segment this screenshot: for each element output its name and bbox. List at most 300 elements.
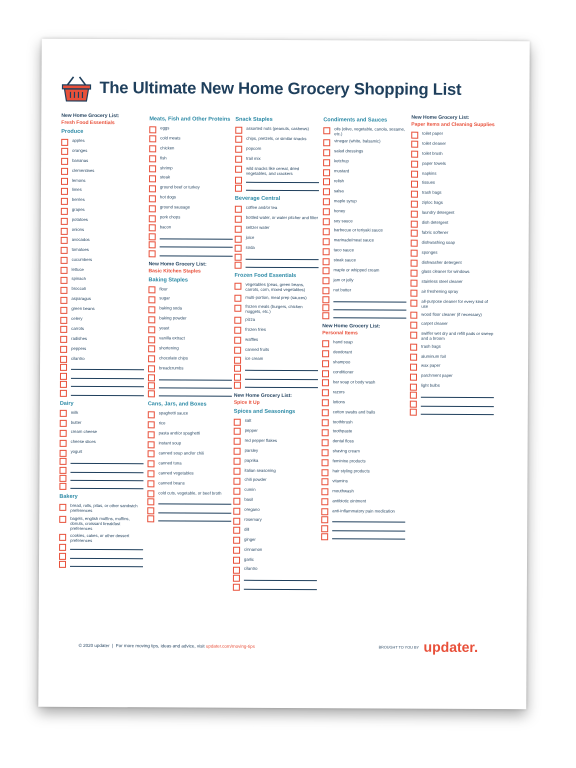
checkbox[interactable] (148, 346, 155, 353)
write-in-line[interactable] (160, 247, 233, 248)
list-item (147, 480, 231, 488)
checkbox[interactable] (234, 428, 241, 435)
checkbox[interactable] (60, 336, 67, 343)
checkbox[interactable] (233, 537, 240, 544)
checkbox[interactable] (410, 299, 417, 306)
checkbox[interactable] (411, 250, 418, 257)
checkbox[interactable] (234, 365, 241, 372)
list-item (235, 225, 319, 233)
item-label: hot dogs (159, 194, 177, 200)
write-in-line[interactable] (70, 549, 143, 550)
list-item (148, 411, 232, 419)
checkbox[interactable] (148, 411, 155, 418)
checkbox[interactable] (233, 527, 240, 534)
checkbox[interactable] (149, 146, 156, 153)
checkbox[interactable] (321, 469, 328, 476)
checkbox[interactable] (322, 439, 329, 446)
item-label: broccoli (71, 286, 86, 292)
list-item (60, 346, 144, 354)
checkbox[interactable] (148, 431, 155, 438)
checkbox[interactable] (235, 177, 242, 184)
checkbox[interactable] (147, 480, 154, 487)
checkbox[interactable] (322, 409, 329, 416)
checkbox[interactable] (235, 262, 242, 269)
checkbox[interactable] (323, 208, 330, 215)
item-label: wild snacks like cereal, dried vegetables, and crackers (246, 165, 300, 176)
checkbox[interactable] (322, 399, 329, 406)
checkbox[interactable] (234, 357, 241, 364)
write-in-line[interactable] (158, 504, 231, 505)
checkbox[interactable] (323, 169, 330, 176)
checkbox[interactable] (61, 247, 68, 254)
blank-item (235, 186, 319, 192)
checkbox[interactable] (234, 305, 241, 312)
checkbox[interactable] (235, 245, 242, 252)
checkbox[interactable] (59, 483, 66, 490)
item-label: paper towels (422, 160, 446, 166)
write-in-line[interactable] (245, 387, 318, 388)
checkbox[interactable] (322, 449, 329, 456)
checkbox[interactable] (235, 254, 242, 261)
write-in-line[interactable] (71, 378, 144, 379)
checkbox[interactable] (60, 410, 67, 417)
checkbox[interactable] (148, 374, 155, 381)
checkbox[interactable] (322, 429, 329, 436)
item-label: fabric softener (421, 229, 449, 235)
blank-item (148, 392, 232, 398)
checkbox[interactable] (410, 280, 417, 287)
list-item (234, 448, 318, 456)
checkbox[interactable] (323, 258, 330, 265)
write-in-line[interactable] (421, 397, 494, 398)
list-item (410, 363, 494, 371)
item-label: rosemary (244, 516, 262, 522)
checkbox[interactable] (61, 257, 68, 264)
write-in-line[interactable] (244, 580, 317, 581)
list-item (60, 449, 144, 457)
write-in-line[interactable] (246, 190, 319, 191)
checkbox[interactable] (410, 312, 417, 319)
checkbox[interactable] (322, 370, 329, 377)
write-in-line[interactable] (70, 471, 143, 472)
list-item (322, 458, 406, 466)
section-title: Bakery (59, 494, 78, 501)
blank-item (322, 297, 406, 303)
write-in-line[interactable] (71, 463, 144, 464)
checkbox[interactable] (60, 277, 67, 284)
list-item (234, 282, 318, 292)
checkbox[interactable] (322, 340, 329, 347)
checkbox[interactable] (60, 326, 67, 333)
checkbox[interactable] (323, 189, 330, 196)
checkbox[interactable] (233, 497, 240, 504)
checkbox[interactable] (323, 179, 330, 186)
checkbox[interactable] (147, 507, 154, 514)
list-item (148, 421, 232, 429)
checkbox[interactable] (323, 218, 330, 225)
checkbox[interactable] (234, 373, 241, 380)
list-item (148, 450, 232, 458)
checkbox[interactable] (234, 382, 241, 389)
blank-item (59, 467, 143, 473)
checkbox[interactable] (233, 557, 240, 564)
list-item (233, 497, 317, 505)
write-in-line[interactable] (332, 522, 405, 523)
checkbox[interactable] (234, 448, 241, 455)
checkbox[interactable] (148, 421, 155, 428)
checkbox[interactable] (147, 490, 154, 497)
checkbox[interactable] (235, 235, 242, 242)
checkbox[interactable] (410, 354, 417, 361)
checkbox[interactable] (149, 165, 156, 172)
item-label: juice (245, 234, 255, 240)
checkbox[interactable] (59, 561, 66, 568)
checkbox[interactable] (410, 364, 417, 371)
item-label: lemons (72, 177, 86, 183)
checkbox[interactable] (149, 233, 156, 240)
section (59, 494, 143, 568)
list-item (61, 266, 145, 274)
list-item (233, 517, 317, 525)
checkbox[interactable] (322, 287, 329, 294)
item-label: bar soap or body wash (332, 379, 376, 385)
checkbox[interactable] (323, 238, 330, 245)
checkbox[interactable] (234, 317, 241, 324)
write-in-line[interactable] (245, 370, 318, 371)
checkbox[interactable] (148, 451, 155, 458)
checkbox[interactable] (148, 336, 155, 343)
checkbox[interactable] (233, 478, 240, 485)
checkbox[interactable] (323, 159, 330, 166)
checkbox[interactable] (60, 450, 67, 457)
checkbox[interactable] (61, 227, 68, 234)
checkbox[interactable] (61, 168, 68, 175)
write-in-line[interactable] (71, 369, 144, 370)
item-label: grapes (71, 207, 85, 213)
checkbox[interactable] (61, 198, 68, 205)
checkbox[interactable] (323, 268, 330, 275)
checkbox[interactable] (234, 458, 241, 465)
list-item (235, 146, 319, 154)
blank-item (148, 383, 232, 389)
item-label: taco sauce (333, 247, 354, 253)
item-label: laundry detergent (421, 209, 455, 216)
checkbox[interactable] (61, 237, 68, 244)
checkbox[interactable] (411, 171, 418, 178)
checkbox[interactable] (149, 126, 156, 133)
checkbox[interactable] (148, 306, 155, 313)
checkbox[interactable] (321, 498, 328, 505)
checkbox[interactable] (322, 380, 329, 387)
write-in-line[interactable] (333, 318, 406, 319)
checkbox[interactable] (411, 181, 418, 188)
checkbox[interactable] (149, 241, 156, 248)
item-label: salad dressings (334, 148, 364, 154)
checkbox[interactable] (233, 547, 240, 554)
checkbox[interactable] (410, 344, 417, 351)
checkbox[interactable] (60, 316, 67, 323)
blank-item (233, 584, 317, 590)
checkbox[interactable] (148, 365, 155, 372)
checkbox[interactable] (411, 200, 418, 207)
checkbox[interactable] (148, 356, 155, 363)
write-in-line[interactable] (246, 267, 319, 268)
checkbox[interactable] (322, 419, 329, 426)
checkbox[interactable] (60, 356, 67, 363)
checkbox[interactable] (233, 567, 240, 574)
item-label: breadcrumbs (159, 365, 184, 371)
checkbox[interactable] (321, 517, 328, 524)
checkbox[interactable] (410, 322, 417, 329)
checkbox[interactable] (60, 458, 67, 465)
write-in-line[interactable] (158, 521, 231, 522)
checkbox[interactable] (149, 205, 156, 212)
write-in-line[interactable] (246, 259, 319, 260)
write-in-line[interactable] (333, 309, 406, 310)
write-in-line[interactable] (421, 405, 494, 406)
checkbox[interactable] (59, 504, 66, 511)
list-item (148, 460, 232, 468)
checkbox[interactable] (149, 185, 156, 192)
list-item (235, 126, 319, 134)
checkbox[interactable] (234, 337, 241, 344)
write-in-line[interactable] (70, 480, 143, 481)
checkbox[interactable] (322, 304, 329, 311)
write-in-line[interactable] (158, 512, 231, 513)
checkbox[interactable] (233, 488, 240, 495)
checkbox[interactable] (321, 533, 328, 540)
checkbox[interactable] (411, 230, 418, 237)
checkbox[interactable] (322, 459, 329, 466)
list-item (149, 155, 233, 163)
write-in-line[interactable] (70, 488, 143, 489)
item-label: aluminum foil (421, 353, 446, 359)
item-label: deodorant (333, 349, 353, 355)
checkbox[interactable] (60, 440, 67, 447)
checkbox[interactable] (410, 331, 417, 338)
checkbox[interactable] (233, 507, 240, 514)
write-in-line[interactable] (160, 255, 233, 256)
checkbox[interactable] (61, 208, 68, 215)
item-label: dishwasher detergent (421, 259, 462, 265)
item-label: paprika (244, 457, 259, 463)
checkbox[interactable] (235, 166, 242, 173)
checkbox[interactable] (233, 468, 240, 475)
checkbox[interactable] (410, 289, 417, 296)
checkbox[interactable] (323, 139, 330, 146)
checkbox[interactable] (322, 278, 329, 285)
checkbox[interactable] (148, 391, 155, 398)
checkbox[interactable] (235, 146, 242, 153)
checkbox[interactable] (61, 158, 68, 165)
write-in-line[interactable] (333, 301, 406, 302)
checkbox[interactable] (411, 191, 418, 198)
checkbox[interactable] (234, 327, 241, 334)
checkbox[interactable] (149, 225, 156, 232)
write-in-line[interactable] (245, 378, 318, 379)
checkbox[interactable] (60, 287, 67, 294)
write-in-line[interactable] (159, 396, 232, 397)
checkbox[interactable] (60, 306, 67, 313)
checkbox[interactable] (411, 270, 418, 277)
checkbox[interactable] (410, 392, 417, 399)
section (147, 402, 232, 523)
checkbox[interactable] (148, 326, 155, 333)
checkbox[interactable] (322, 296, 329, 303)
section (322, 117, 407, 320)
checkbox[interactable] (410, 409, 417, 416)
checkbox[interactable] (147, 499, 154, 506)
checkbox[interactable] (234, 282, 241, 289)
list-item (233, 487, 317, 495)
checkbox[interactable] (61, 138, 68, 145)
checkbox[interactable] (323, 198, 330, 205)
item-label: toilet paper (422, 130, 443, 136)
checkbox[interactable] (234, 295, 241, 302)
checkbox[interactable] (411, 260, 418, 267)
checkbox[interactable] (147, 515, 154, 522)
checkbox[interactable] (60, 364, 67, 371)
checkbox[interactable] (60, 389, 67, 396)
checkbox[interactable] (323, 127, 330, 134)
checkbox[interactable] (148, 461, 155, 468)
checkbox[interactable] (235, 185, 242, 192)
checkbox[interactable] (148, 286, 155, 293)
write-in-line[interactable] (160, 238, 233, 239)
checkbox[interactable] (59, 475, 66, 482)
checkbox[interactable] (149, 175, 156, 182)
checkbox[interactable] (148, 296, 155, 303)
write-in-line[interactable] (332, 530, 405, 531)
checkbox[interactable] (410, 400, 417, 407)
checkbox[interactable] (61, 148, 68, 155)
checkbox[interactable] (234, 347, 241, 354)
write-in-line[interactable] (159, 379, 232, 380)
checkbox[interactable] (323, 228, 330, 235)
checkbox[interactable] (411, 151, 418, 158)
checkbox[interactable] (60, 373, 67, 380)
item-label: toothbrush (332, 418, 353, 424)
checkbox[interactable] (411, 210, 418, 217)
checkbox[interactable] (59, 466, 66, 473)
checkbox[interactable] (321, 488, 328, 495)
checkbox[interactable] (149, 195, 156, 202)
write-in-line[interactable] (71, 386, 144, 387)
item-label: canned tuna (158, 460, 182, 466)
checkbox[interactable] (321, 525, 328, 532)
checkbox[interactable] (235, 225, 242, 232)
item-label: red pepper flakes (244, 437, 278, 443)
list-item (61, 257, 145, 265)
blank-item (234, 374, 318, 380)
checkbox[interactable] (59, 533, 66, 540)
checkbox[interactable] (233, 575, 240, 582)
list-item (60, 355, 144, 363)
checkbox[interactable] (60, 420, 67, 427)
checkbox[interactable] (235, 136, 242, 143)
checkbox[interactable] (410, 383, 417, 390)
checkbox[interactable] (233, 583, 240, 590)
write-in-line[interactable] (244, 589, 317, 590)
item-label: napkins (422, 170, 437, 176)
checkbox[interactable] (148, 382, 155, 389)
write-in-line[interactable] (70, 566, 143, 567)
checkbox[interactable] (322, 350, 329, 357)
checkbox[interactable] (148, 316, 155, 323)
checkbox[interactable] (411, 161, 418, 168)
checkbox[interactable] (411, 131, 418, 138)
checkbox[interactable] (322, 360, 329, 367)
checkbox[interactable] (235, 126, 242, 133)
checkbox[interactable] (60, 346, 67, 353)
write-in-line[interactable] (332, 538, 405, 539)
checkbox[interactable] (147, 471, 154, 478)
checkbox[interactable] (323, 248, 330, 255)
checkbox[interactable] (149, 136, 156, 143)
write-in-line[interactable] (421, 414, 494, 415)
item-label: ground beef or turkey (159, 184, 200, 190)
checkbox[interactable] (59, 553, 66, 560)
checkbox[interactable] (61, 178, 68, 185)
checkbox[interactable] (411, 240, 418, 247)
checkbox[interactable] (59, 544, 66, 551)
list-item (234, 457, 318, 465)
checkbox[interactable] (235, 206, 242, 213)
blank-item (60, 390, 144, 396)
checkbox[interactable] (410, 374, 417, 381)
list-item (235, 215, 319, 223)
list-item (61, 138, 145, 146)
checkbox[interactable] (61, 188, 68, 195)
item-label: cheese slices (70, 439, 96, 445)
checkbox[interactable] (149, 250, 156, 257)
checkbox[interactable] (411, 220, 418, 227)
write-in-line[interactable] (70, 558, 143, 559)
write-in-line[interactable] (159, 387, 232, 388)
checkbox[interactable] (61, 267, 68, 274)
checkbox[interactable] (321, 479, 328, 486)
checkbox[interactable] (233, 517, 240, 524)
checkbox[interactable] (235, 215, 242, 222)
checkbox[interactable] (235, 156, 242, 163)
write-in-line[interactable] (246, 182, 319, 183)
checkbox[interactable] (60, 381, 67, 388)
moving-tips-link[interactable]: updater.com/moving-tips (205, 643, 255, 649)
checkbox[interactable] (149, 155, 156, 162)
list-item (235, 235, 319, 243)
checkbox[interactable] (61, 217, 68, 224)
blank-item (147, 516, 231, 522)
checkbox[interactable] (322, 313, 329, 320)
checkbox[interactable] (149, 215, 156, 222)
item-label: eggs (160, 125, 170, 131)
checkbox[interactable] (234, 438, 241, 445)
checkbox[interactable] (59, 516, 66, 523)
checkbox[interactable] (321, 508, 328, 515)
checkbox[interactable] (234, 418, 241, 425)
checkbox[interactable] (322, 390, 329, 397)
item-label: assorted nuts (peanuts, cashews) (246, 125, 309, 132)
item-label: glass cleaner for windows (421, 269, 470, 275)
checkbox[interactable] (148, 441, 155, 448)
checkbox[interactable] (60, 430, 67, 437)
write-in-line[interactable] (71, 395, 144, 396)
checkbox[interactable] (60, 297, 67, 304)
list-item (411, 141, 495, 149)
checkbox[interactable] (323, 149, 330, 156)
item-label: spinach (71, 276, 86, 282)
checkbox[interactable] (411, 141, 418, 148)
